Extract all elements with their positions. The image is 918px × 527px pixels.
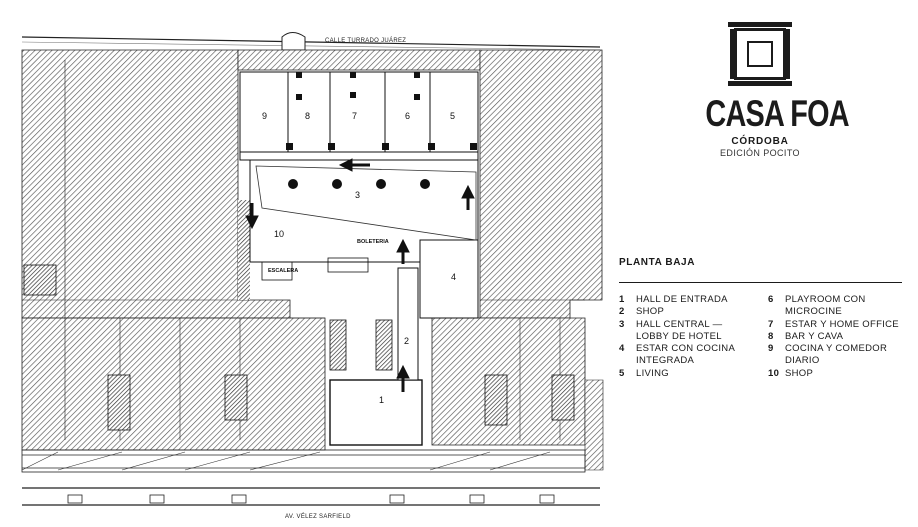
label-boleteria: BOLETERIA — [357, 239, 389, 245]
legend-item-number: 5 — [619, 367, 625, 379]
brand-block — [690, 22, 849, 158]
legend-item-name: ESTAR Y HOME OFFICE — [785, 318, 899, 330]
legend-item-number: 6 — [768, 294, 774, 305]
legend-item-name: HALL DE ENTRADA — [636, 294, 728, 305]
legend-item — [619, 319, 768, 344]
legend-item — [619, 343, 768, 368]
room-number: 9 — [262, 111, 268, 121]
legend-item — [619, 306, 768, 318]
label-escalera: ESCALERA — [268, 268, 299, 274]
room-number: 2 — [404, 336, 410, 346]
legend-item-name: HALL CENTRAL — LOBBY DE HOTEL — [636, 318, 723, 342]
legend-item-number: 3 — [619, 318, 625, 330]
legend-item-name: PLAYROOM CON MICROCINE — [785, 294, 866, 318]
legend-item-name: SHOP — [785, 367, 814, 379]
legend-item — [768, 343, 904, 368]
top-street — [22, 33, 600, 51]
street-label-bottom: AV. VÉLEZ SARFIELD — [285, 514, 351, 520]
legend-item-number: 9 — [768, 343, 774, 355]
brand-city: CÓRDOBA — [731, 136, 789, 147]
legend-item-number: 1 — [619, 294, 625, 305]
legend-item — [768, 294, 904, 319]
street-label-top: CALLE TURRADO JUÁREZ — [325, 38, 407, 44]
brand-edition: EDICIÓN POCITO — [720, 148, 800, 158]
legend-item — [768, 368, 904, 380]
legend-item-name: BAR Y CAVA — [785, 330, 844, 342]
legend-item — [619, 368, 768, 380]
legend-column-right — [768, 294, 904, 380]
legend-item-number: 8 — [768, 330, 774, 342]
room-number: 3 — [355, 190, 361, 200]
room-number: 5 — [450, 111, 456, 121]
legend — [619, 257, 904, 380]
legend-item — [619, 294, 768, 306]
legend-item-number: 4 — [619, 343, 625, 355]
legend-title: PLANTA BAJA — [619, 257, 696, 268]
legend-item — [768, 331, 904, 343]
legend-item-number: 2 — [619, 306, 625, 318]
legend-item-number: 10 — [768, 367, 780, 379]
legend-column-left — [619, 294, 768, 380]
legend-item-name: SHOP — [636, 306, 665, 318]
legend-item-name: COCINA Y COMEDOR DIARIO — [785, 343, 888, 367]
legend-divider — [619, 282, 902, 283]
room-number: 8 — [305, 111, 311, 121]
legend-item-name: ESTAR CON COCINA INTEGRADA — [636, 343, 736, 367]
room-number: 7 — [352, 111, 358, 121]
legend-item-number: 7 — [768, 318, 774, 330]
room-number: 4 — [451, 272, 457, 282]
bottom-facade — [22, 450, 600, 505]
room-number: 10 — [274, 229, 285, 239]
room-number: 6 — [405, 111, 411, 121]
casa-foa-logo — [728, 22, 792, 86]
brand-title: CASA FOA — [705, 93, 849, 134]
legend-item-name: LIVING — [636, 367, 669, 379]
legend-item — [768, 319, 904, 331]
room-number: 1 — [379, 395, 385, 405]
